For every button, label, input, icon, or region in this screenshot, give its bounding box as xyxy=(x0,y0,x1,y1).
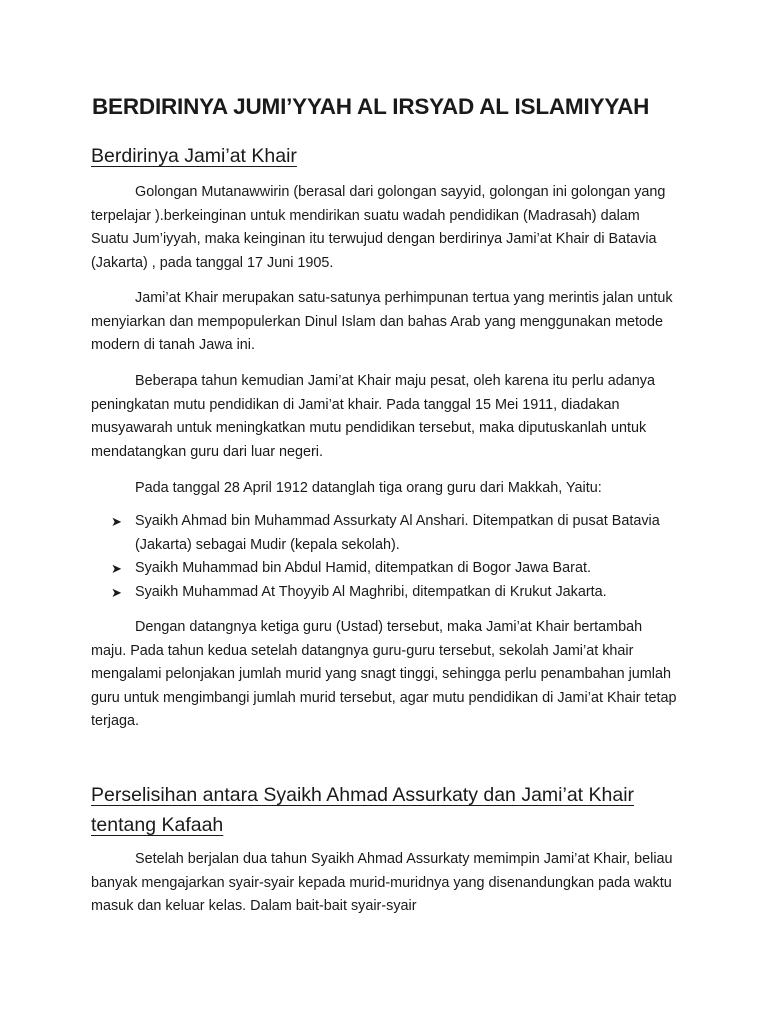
arrowhead-bullet-icon: ➤ xyxy=(111,561,122,576)
list-item-text: Syaikh Ahmad bin Muhammad Assurkaty Al Anshari. Ditempatkan di pusat Batavia (Jakarta) sebagai Mudir (kepala sekolah). xyxy=(135,513,660,553)
list-item xyxy=(111,557,681,581)
section-heading-berdirinya-jamiat-khair xyxy=(91,141,297,171)
arrowhead-bullet-icon: ➤ xyxy=(111,514,122,529)
list-item-text: Syaikh Muhammad bin Abdul Hamid, ditempatkan di Bogor Jawa Barat. xyxy=(135,560,591,576)
section-heading-text-line2: tentang Kafaah xyxy=(91,814,224,836)
list-item-text: Syaikh Muhammad At Thoyyib Al Maghribi, ditempatkan di Krukut Jakarta. xyxy=(135,583,607,600)
list-item xyxy=(111,581,681,605)
document-title: BERDIRINYA JUMI’YYAH AL IRSYAD AL ISLAMIYYAH xyxy=(92,94,650,119)
paragraph: Pada tanggal 28 April 1912 datanglah tiga orang guru dari Makkah, Yaitu: xyxy=(135,480,602,496)
paragraph: Beberapa tahun kemudian Jami’at Khair maju pesat, oleh karena itu perlu adanya peningkatan mutu pendidikan di Jami’at khair. Pada tanggal 15 Mei 1911, diadakan musyawarah untuk meningkatkan mutu pendidikan tersebut, maka diputuskanlah untuk mendatangkan guru dari luar negeri. xyxy=(91,373,655,460)
paragraph: Jami’at Khair merupakan satu-satunya perhimpunan tertua yang merintis jalan untuk menyiarkan dan mempopulerkan Dinul Islam dan bahas Arab yang menggunakan metode modern di tanah Jawa ini. xyxy=(91,290,673,353)
paragraph: Setelah berjalan dua tahun Syaikh Ahmad Assurkaty memimpin Jami’at Khair, beliau banyak mengajarkan syair-syair kepada murid-muridnya yang disenandungkan pada waktu masuk dan keluar kelas. Dalam bait-bait syair-syair xyxy=(91,851,673,914)
paragraph: Dengan datangnya ketiga guru (Ustad) tersebut, maka Jami’at Khair bertambah maju. Pada tahun kedua setelah datangnya guru-guru tersebut, sekolah Jami’at khair mengalami pelonjakan jumlah murid yang snagt tinggi, sehingga perlu penambahan jumlah guru untuk mengimbangi jumlah murid tersebut, agar mutu pendidikan di Jami’at Khair tetap terjaga. xyxy=(91,619,677,729)
section-heading-text: Berdirinya Jami’at Khair xyxy=(91,145,297,167)
arrowhead-bullet-icon: ➤ xyxy=(111,584,122,600)
section-heading-perselisihan xyxy=(91,780,634,840)
section-heading-text-line1: Perselisihan antara Syaikh Ahmad Assurkaty dan Jami’at Khair xyxy=(91,784,635,806)
list-item xyxy=(111,510,681,557)
teachers-list xyxy=(111,510,681,604)
paragraph: Golongan Mutanawwirin (berasal dari golongan sayyid, golongan ini golongan yang terpelajar ).berkeinginan untuk mendirikan suatu wadah pendidikan (Madrasah) dalam Suatu Jum’iyyah, maka keinginan itu terwujud dengan berdirinya Jami’at Khair di Batavia (Jakarta) , pada tanggal 17 Juni 1905. xyxy=(91,184,666,271)
